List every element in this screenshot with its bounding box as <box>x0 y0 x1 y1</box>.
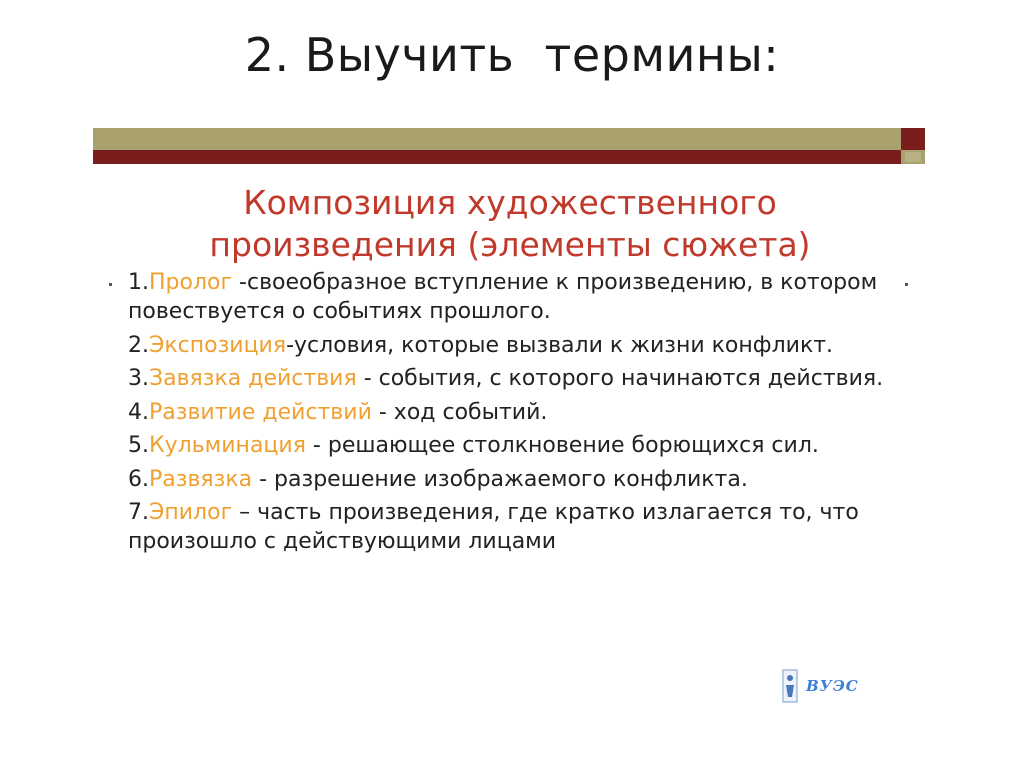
list-item <box>128 498 888 556</box>
item-number: 2. <box>128 332 149 358</box>
composition-heading-line1: Композиция художественного <box>243 183 777 222</box>
list-item <box>128 398 888 427</box>
decorative-header-bar <box>93 128 925 164</box>
term-definition: - события, с которого начинаются действия. <box>356 366 884 391</box>
term-definition: – часть произведения, где кратко излагается то, что произошло с действующими лицами <box>128 500 859 554</box>
term-definition: -условия, которые вызвали к жизни конфликт. <box>286 332 834 358</box>
term-definition: - разрешение изображаемого конфликта. <box>252 466 748 492</box>
olive-square-inner <box>905 152 921 162</box>
item-number: 4. <box>128 399 149 425</box>
bullet-dot-right <box>905 283 908 286</box>
composition-heading-line2: произведения (элементы сюжета) <box>209 225 811 264</box>
bullet-dot-left <box>109 283 112 286</box>
red-stripe <box>93 150 901 164</box>
logo-figure-icon <box>782 669 798 703</box>
term-definition: -своеобразное вступление к произведению, в котором повествуется о событиях прошлого. <box>128 270 878 324</box>
item-number: 5. <box>128 433 149 458</box>
list-item <box>128 465 888 494</box>
logo-text: ВУЭС <box>806 677 859 695</box>
logo <box>782 669 882 705</box>
term-name: Экспозиция <box>149 332 287 358</box>
term-definition: - решающее столкновение борющихся сил. <box>305 433 819 458</box>
list-item <box>128 268 888 326</box>
term-name: Эпилог <box>149 500 233 525</box>
term-name: Развитие действий <box>149 399 372 425</box>
olive-stripe <box>93 128 901 150</box>
term-name: Развязка <box>149 466 253 492</box>
item-number: 3. <box>128 366 149 391</box>
term-name: Пролог <box>149 270 233 295</box>
term-name: Кульминация <box>149 433 306 458</box>
term-name: Завязка действия <box>149 366 357 391</box>
list-item <box>128 331 888 360</box>
plot-elements-list <box>128 268 888 561</box>
red-square <box>901 128 925 150</box>
term-definition: - ход событий. <box>371 399 548 425</box>
item-number: 7. <box>128 500 149 525</box>
list-item <box>128 364 888 393</box>
composition-heading <box>150 182 870 266</box>
item-number: 6. <box>128 466 149 492</box>
item-number: 1. <box>128 270 149 295</box>
slide-title: 2. Выучить термины: <box>244 28 780 82</box>
list-item <box>128 431 888 460</box>
